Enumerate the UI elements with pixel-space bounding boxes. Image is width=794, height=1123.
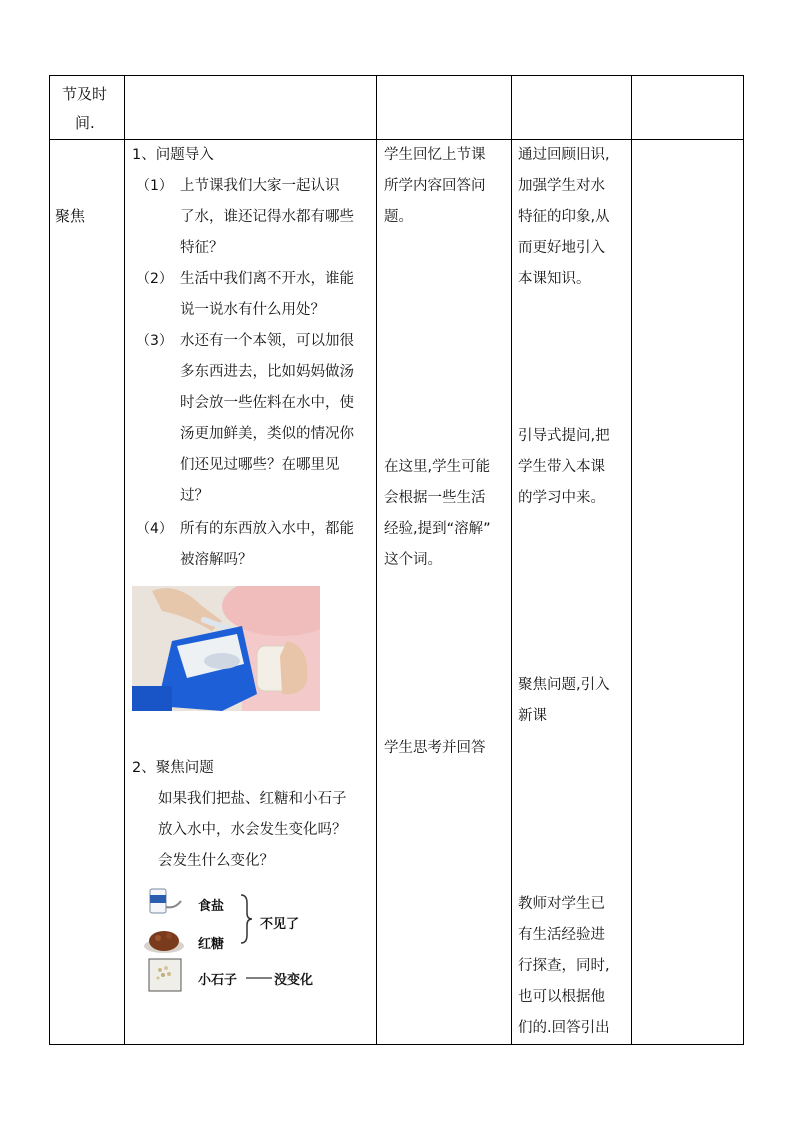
intent-text: 学生带入本课: [518, 459, 605, 475]
item-3-line: 们还见过哪些？在哪里见: [180, 457, 340, 473]
intent-text: 新课: [518, 708, 547, 724]
student-text: 这个词。: [384, 552, 442, 568]
intent-text: 有生活经验进: [518, 927, 605, 943]
intent-text: 加强学生对水: [518, 178, 605, 194]
item-1-line: 了水，谁还记得水都有哪些: [180, 209, 354, 225]
col-border-0: [49, 75, 50, 1045]
student-text: 在这里,学生可能: [384, 459, 491, 475]
brace-icon: [238, 893, 254, 945]
col-border-2: [376, 75, 377, 1045]
header-cell-time-line1: 节及时: [62, 85, 108, 103]
intent-text: 特征的印象,从: [518, 209, 610, 225]
part2-line: 放入水中，水会发生变化吗？: [158, 822, 347, 838]
dissolving-photo: [132, 586, 320, 711]
item-3-line: 多东西进去，比如妈妈做汤: [180, 364, 354, 380]
section-label: 聚焦: [55, 207, 86, 225]
student-text: 题。: [384, 209, 413, 225]
part1-title: 1、问题导入: [132, 147, 214, 163]
student-text: 学生回忆上节课: [384, 147, 486, 163]
item-4-line: 所有的东西放入水中，都能: [180, 521, 354, 537]
col-border-1: [124, 75, 125, 1045]
intent-text: 教师对学生已: [518, 896, 605, 912]
part2-title: 2、聚焦问题: [132, 760, 214, 776]
arrow-line: [246, 975, 272, 981]
intent-text: 引导式提问,把: [518, 428, 610, 444]
salt-label: 食盐: [198, 899, 225, 914]
part2-line: 会发生什么变化？: [158, 853, 274, 869]
item-1-line: 上节课我们大家一起认识: [180, 178, 340, 194]
stone-label: 小石子: [198, 973, 238, 988]
intent-text: 本课知识。: [518, 271, 591, 287]
brown-sugar-label: 红糖: [198, 937, 225, 952]
intent-text: 聚焦问题,引入: [518, 677, 610, 693]
item-2-line: 生活中我们离不开水，谁能: [180, 271, 354, 287]
item-1-number: （1）: [136, 178, 173, 194]
col-border-3: [511, 75, 512, 1045]
item-2-number: （2）: [136, 271, 173, 287]
intent-text: 也可以根据他: [518, 989, 605, 1005]
header-cell-time-line2: 间.: [75, 114, 95, 132]
intent-text: 们的.回答引出: [518, 1020, 610, 1036]
item-3-line: 过？: [180, 488, 209, 504]
salt-image: [147, 887, 183, 917]
student-text: 所学内容回答问: [384, 178, 486, 194]
disappear-label: 不见了: [260, 917, 300, 932]
student-text: 经验,提到“溶解”: [384, 521, 491, 537]
nochange-label: 没变化: [274, 973, 314, 988]
col-border-5: [743, 75, 744, 1045]
intent-text: 通过回顾旧识,: [518, 147, 610, 163]
item-2-line: 说一说水有什么用处？: [180, 302, 325, 318]
table-bottom-border: [49, 1044, 744, 1045]
table-top-border: [49, 75, 744, 76]
pebbles-image: [148, 958, 182, 992]
brown-sugar-image: [143, 926, 185, 954]
student-text: 会根据一些生活: [384, 490, 486, 506]
student-text: 学生思考并回答: [384, 740, 486, 756]
item-3-line: 汤更加鲜美，类似的情况你: [180, 426, 354, 442]
col-border-4: [631, 75, 632, 1045]
intent-text: 的学习中来。: [518, 490, 605, 506]
intent-text: 行探查，同时,: [518, 958, 610, 974]
intent-text: 而更好地引入: [518, 240, 605, 256]
item-3-line: 时会放一些佐料在水中，使: [180, 395, 354, 411]
part2-line: 如果我们把盐、红糖和小石子: [158, 791, 347, 807]
item-4-line: 被溶解吗？: [180, 552, 253, 568]
dissolving-photo-drawing: [132, 586, 320, 711]
item-1-line: 特征？: [180, 240, 224, 256]
item-3-number: （3）: [136, 333, 173, 349]
item-4-number: （4）: [136, 521, 173, 537]
item-3-line: 水还有一个本领，可以加很: [180, 333, 354, 349]
